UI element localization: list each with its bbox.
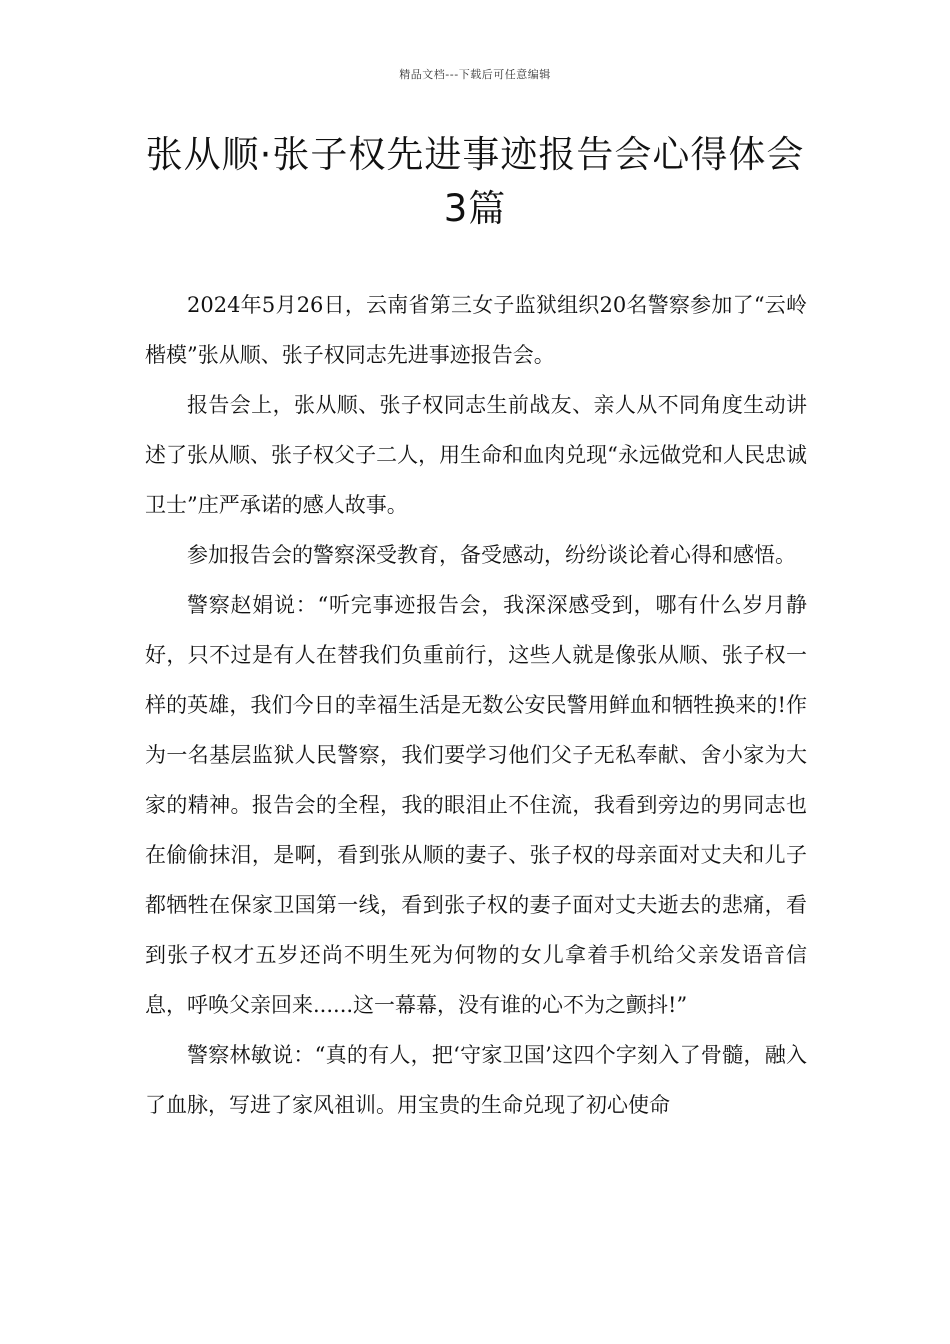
paragraph-4: 警察赵娟说：“听完事迹报告会，我深深感受到，哪有什么岁月静好，只不过是有人在替我们负重前行，这些人就是像张从顺、张子权一样的英雄，我们今日的幸福生活是无数公安民警用鲜血和牺牲换来的!作为一名基层监狱人民警察，我们要学习他们父子无私奉献、舍小家为大家的精神。报告会的全程，我的眼泪止不住流，我看到旁边的男同志也在偷偷抹泪，是啊，看到张从顺的妻子、张子权的母亲面对丈夫和儿子都牺牲在保家卫国第一线，看到张子权的妻子面对丈夫逝去的悲痛，看到张子权才五岁还尚不明生死为何物的女儿拿着手机给父亲发语音信息，呼唤父亲回来......这一幕幕，没有谁的心不为之颤抖!” bbox=[145, 593, 807, 1017]
paragraph-1: 2024年5月26日，云南省第三女子监狱组织20名警察参加了“云岭楷模”张从顺、张子权同志先进事迹报告会。 bbox=[145, 293, 807, 367]
header-note: 精品文档---下载后可任意编辑 bbox=[399, 68, 551, 81]
document-title: 张从顺·张子权先进事迹报告会心得体会3篇 bbox=[145, 133, 805, 230]
document-body bbox=[145, 280, 807, 1130]
paragraph-2: 报告会上，张从顺、张子权同志生前战友、亲人从不同角度生动讲述了张从顺、张子权父子二人，用生命和血肉兑现“永远做党和人民忠诚卫士”庄严承诺的感人故事。 bbox=[145, 393, 807, 517]
paragraph-3: 参加报告会的警察深受教育，备受感动，纷纷谈论着心得和感悟。 bbox=[187, 543, 796, 567]
paragraph-5: 警察林敏说：“真的有人，把‘守家卫国’这四个字刻入了骨髓，融入了血脉，写进了家风祖训。用宝贵的生命兑现了初心使命 bbox=[145, 1043, 807, 1117]
